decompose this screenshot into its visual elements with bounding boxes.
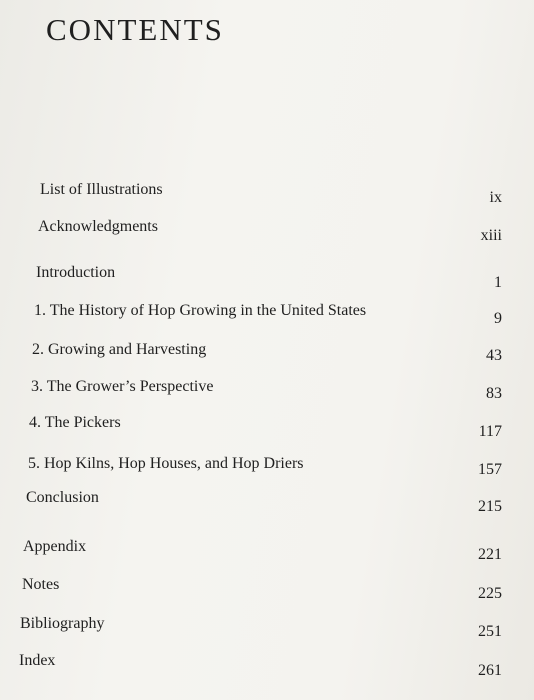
toc-entry-page: 83	[486, 385, 502, 402]
toc-entry	[0, 341, 534, 365]
toc-entry-label: Index	[19, 652, 56, 669]
toc-entry-label: Acknowledgments	[38, 218, 158, 235]
toc-entry-label: 5. Hop Kilns, Hop Houses, and Hop Driers	[28, 455, 304, 472]
toc-entry	[0, 455, 534, 479]
page-title: CONTENTS	[46, 12, 224, 47]
toc-entry-label: 4. The Pickers	[29, 414, 121, 431]
toc-entry-label: Appendix	[23, 538, 87, 555]
toc-entry-label: Bibliography	[20, 615, 105, 632]
toc-entry-page: 117	[478, 423, 502, 440]
toc-entry-label: Conclusion	[26, 489, 99, 506]
toc-entry	[0, 538, 534, 562]
toc-entry-page: 261	[478, 662, 502, 679]
toc-entry	[0, 378, 534, 402]
toc-entry-label: 2. Growing and Harvesting	[32, 341, 207, 358]
toc-entry-label: 3. The Grower’s Perspective	[31, 378, 214, 395]
toc-entry-page: ix	[489, 189, 502, 206]
toc-entry	[0, 615, 534, 639]
toc-entry	[0, 414, 534, 438]
toc-entry	[0, 652, 534, 679]
toc-entry-page: 157	[478, 461, 502, 478]
toc-entry	[0, 181, 534, 205]
toc-entry	[0, 302, 534, 326]
toc-entry	[0, 264, 534, 291]
toc-entry-label: 1. The History of Hop Growing in the United States	[34, 302, 367, 319]
toc-entry-page: 43	[486, 347, 502, 364]
toc-entry-page: 225	[478, 585, 502, 602]
toc-entry-page: 1	[494, 274, 502, 291]
toc-entry	[0, 489, 534, 513]
toc-entry	[0, 576, 534, 600]
toc-entry-page: 215	[478, 498, 502, 515]
toc-entry-label: Notes	[22, 576, 60, 593]
toc-entry-label: List of Illustrations	[40, 181, 163, 198]
toc-entry-page: xiii	[480, 227, 502, 244]
toc-entry	[0, 218, 534, 242]
toc-entry-label: Introduction	[36, 264, 116, 281]
toc-entry-page: 9	[494, 310, 502, 327]
toc-entry-page: 251	[478, 623, 502, 640]
toc-entry-page: 221	[478, 546, 502, 563]
